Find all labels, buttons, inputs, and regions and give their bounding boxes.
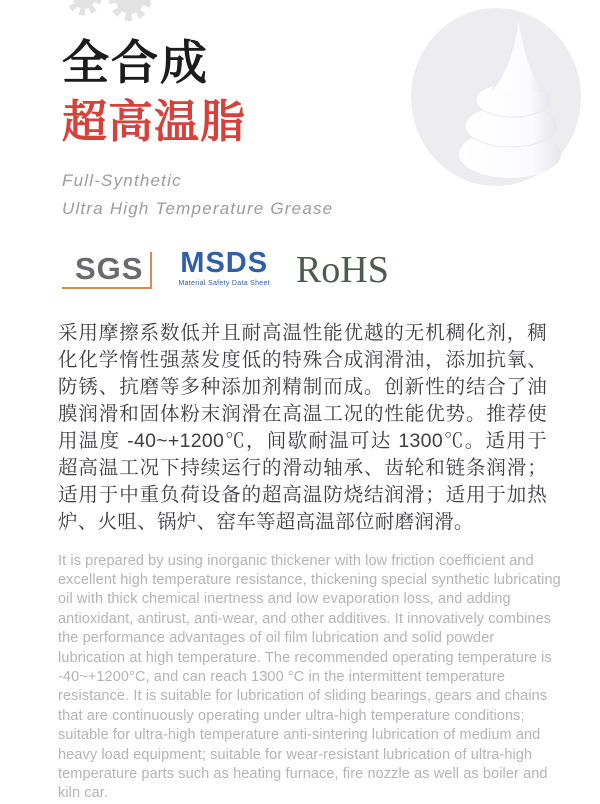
sgs-badge: SGS <box>62 252 152 289</box>
page-title-accent: 超高温脂 <box>62 96 247 147</box>
description-chinese: 采用摩擦系数低并且耐高温性能优越的无机稠化剂，稠化化学惰性强蒸发度低的特殊合成润滑油，添加抗氧、防锈、抗磨等多种添加剂精制而成。创新性的结合了油膜润滑和固体粉末润滑在高温工况的性能优势。推荐使用温度 -40~+1200℃，间歇耐温可达 1300℃。适用于超高温工况下持续运行的滑动轴承、齿轮和链条润滑；适用于中重负荷设备的超高温防烧结润滑；适用于加热炉、火咀、锅炉、窑车等超高温部位耐磨润滑。 <box>58 321 547 533</box>
page-title: 全合成 <box>62 36 209 89</box>
msds-caption: Material Safety Data Sheet <box>178 280 270 287</box>
grease-dollop-image <box>444 16 579 184</box>
gear-icon <box>58 0 188 26</box>
page-subtitle <box>62 167 333 223</box>
page-header <box>62 36 333 223</box>
subtitle-line2: Ultra High Temperature Grease <box>62 199 334 218</box>
msds-badge <box>178 249 269 289</box>
certification-badges <box>62 243 389 289</box>
rohs-badge: RoHS <box>295 248 389 291</box>
msds-label: MSDS <box>180 247 269 279</box>
subtitle-line1: Full-Synthetic <box>62 171 182 190</box>
gear-icons <box>58 0 188 26</box>
description-english: It is prepared by using inorganic thickener with low friction coefficient and excellent high temperature resistance, thickening special synthetic lubricating oil with thick chemical inertness and low evaporation loss, and adding antioxidant, antirust, anti-wear, and other additives. It innovatively combines the performance advantages of oil film lubrication and solid powder lubrication at high temperature. The recommended operating temperature is -40~+1200°C, and can reach 1300 °C in the intermittent temperature resistance. It is suitable for lubrication of sliding bearings, gears and chains that are continuously operating under ultra-high temperature conditions; suitable for ultra-high temperature anti-sintering lubrication of medium and heavy load equipment; suitable for wear-resistant lubrication of ultra-high temperature parts such as heating furnace, fire nozzle as well as boiler and kiln car. <box>58 552 561 802</box>
